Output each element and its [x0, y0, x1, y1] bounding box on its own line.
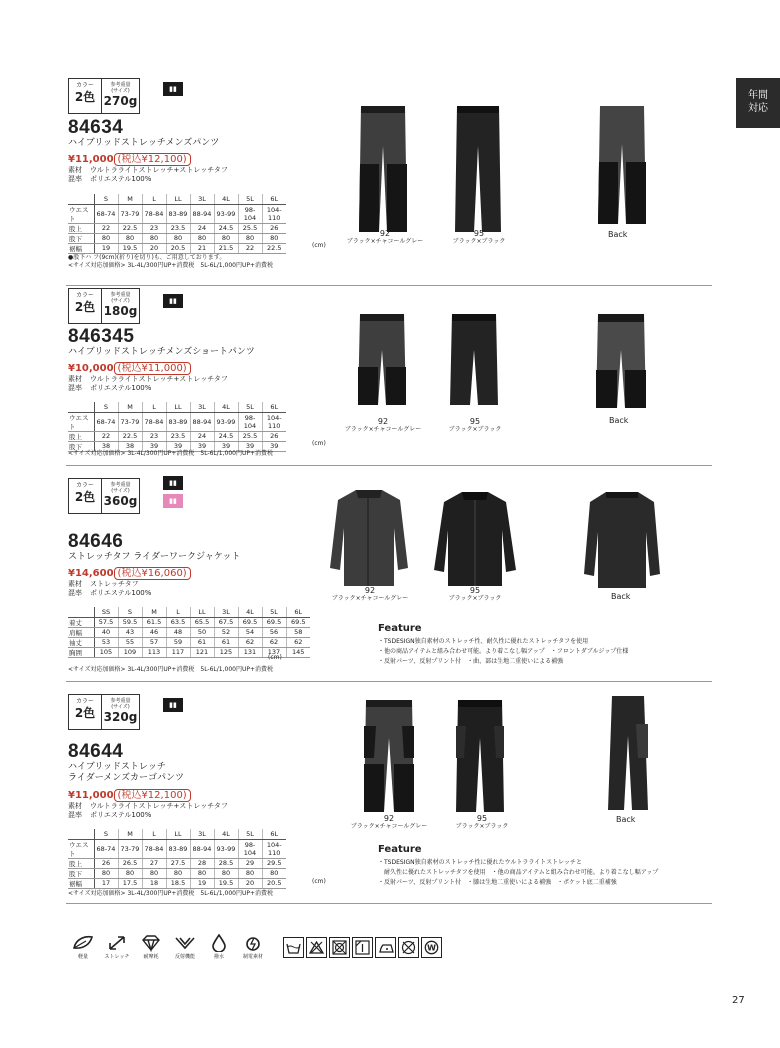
size-cell: 52 [214, 627, 238, 637]
wash-icon [283, 937, 304, 958]
size-header-cell: S [94, 194, 118, 204]
size-row-label: 股下 [68, 441, 94, 451]
size-cell: 58 [286, 627, 310, 637]
size-cell: 39 [142, 441, 166, 451]
variant-caption-95: 95 ブラック×ブラック [448, 586, 502, 602]
size-cell: 83-89 [166, 839, 190, 858]
size-cell: 80 [94, 233, 118, 243]
feature-reflective: 反射機能 [168, 934, 202, 961]
size-cell: 40 [94, 627, 118, 637]
size-cell: 73-79 [118, 204, 142, 223]
diamond-icon [140, 934, 162, 952]
size-cell: 104-110 [262, 204, 286, 223]
no-dryclean-icon [398, 937, 419, 958]
weight-box: 参考重量 (サイズ) 270g [102, 78, 140, 114]
size-header-cell: LL [166, 194, 190, 204]
size-cell: 21 [190, 243, 214, 253]
size-table [68, 607, 310, 658]
size-header-cell: 5L [262, 607, 286, 617]
size-cell: 80 [214, 868, 238, 878]
spec-boxes [68, 694, 140, 730]
size-cell: 26 [262, 223, 286, 233]
size-row [68, 839, 286, 858]
size-row [68, 617, 310, 627]
size-cell: 22 [94, 431, 118, 441]
feature-block: Feature ・TSDESIGN独自素材のストレッチ性に優れたウルトラライトストレッチと 耐久性に優れたストレッチタフを使用 ・他の商品アイテムと組み合わせ可能。より着こなし幅アップ ・反射パーツ、反射プリント付 ・膝は生地二重使いによる補強 ・ポケット底二重補強 [378, 844, 659, 886]
size-cell: 88-94 [190, 412, 214, 431]
size-cell: 23.5 [166, 431, 190, 441]
cargo-side-image [606, 694, 650, 812]
size-cell: 80 [118, 868, 142, 878]
size-cell: 93-99 [214, 204, 238, 223]
size-row [68, 627, 310, 637]
size-row-label: 股下 [68, 233, 94, 243]
product-name: ストレッチタフ ライダーワークジャケット [68, 552, 241, 562]
size-notes: <サイズ対応加価格> 3L-4L/300円UP+消費税 5L-6L/1,000円UP+消費税 [68, 666, 273, 673]
size-header-cell: 5L [238, 194, 262, 204]
product-price: ¥11,000 (税込¥12,100) [68, 150, 191, 165]
size-row [68, 204, 286, 223]
size-cell: 69.5 [262, 617, 286, 627]
shorts-95-image [448, 312, 500, 407]
size-cell: 121 [190, 647, 214, 657]
size-cell: 39 [166, 441, 190, 451]
size-table [68, 402, 286, 452]
size-cell: 62 [238, 637, 262, 647]
spec-boxes [68, 288, 140, 324]
size-row [68, 637, 310, 647]
ladies-badge: ▮▮ [163, 494, 183, 508]
size-cell: 93-99 [214, 412, 238, 431]
size-cell: 61 [190, 637, 214, 647]
size-cell: 24.5 [214, 431, 238, 441]
weight-box: 参考重量 (サイズ) 360g [102, 478, 140, 514]
size-row [68, 233, 286, 243]
product-price: ¥11,000 (税込¥12,100) [68, 786, 191, 801]
size-cell: 80 [190, 233, 214, 243]
color-box: カラー 2色 [68, 478, 102, 514]
spec-boxes [68, 78, 140, 114]
size-cell: 57 [142, 637, 166, 647]
size-cell: 27 [142, 858, 166, 868]
size-header-cell: 4L [214, 194, 238, 204]
size-row [68, 431, 286, 441]
size-cell: 24 [190, 431, 214, 441]
size-cell: 80 [238, 868, 262, 878]
size-cell: 80 [166, 233, 190, 243]
size-cell: 137 [262, 647, 286, 657]
size-cell: 39 [262, 441, 286, 451]
size-cell: 22 [238, 243, 262, 253]
size-cell: 80 [142, 868, 166, 878]
size-header-cell: LL [190, 607, 214, 617]
stretch-icon [106, 934, 128, 952]
size-cell: 63.5 [166, 617, 190, 627]
size-header-cell: 6L [262, 402, 286, 412]
pants-back-image [596, 104, 648, 226]
size-cell: 104-110 [262, 839, 286, 858]
size-header-cell: L [166, 607, 190, 617]
size-header-cell: SS [94, 607, 118, 617]
feature-water-repellent: 撥水 [202, 934, 236, 961]
size-header-cell: 6L [262, 194, 286, 204]
size-cell: 59 [166, 637, 190, 647]
tumble-dry-icon [329, 937, 350, 958]
size-cell: 29.5 [262, 858, 286, 868]
product-code: 846345 [68, 326, 135, 347]
feature-abrasion: 耐摩耗 [134, 934, 168, 961]
size-cell: 54 [238, 627, 262, 637]
size-cell: 80 [214, 233, 238, 243]
size-header-cell: 6L [262, 829, 286, 839]
product-code: 84634 [68, 117, 124, 138]
size-row-label: 着丈 [68, 617, 94, 627]
size-cell: 53 [94, 637, 118, 647]
size-cell: 80 [262, 868, 286, 878]
size-cell: 55 [118, 637, 142, 647]
antistatic-icon [242, 934, 264, 952]
size-cell: 80 [166, 868, 190, 878]
size-cell: 98-104 [238, 204, 262, 223]
cargo-95-image [454, 698, 506, 814]
size-header-cell: L [142, 829, 166, 839]
size-header-cell: 5L [238, 402, 262, 412]
variant-caption-92: 92 ブラック×チャコールグレー [344, 417, 422, 433]
size-cell: 80 [94, 868, 118, 878]
size-cell: 19 [190, 878, 214, 888]
size-header-cell: L [142, 402, 166, 412]
spec-boxes [68, 478, 140, 514]
size-cell: 113 [142, 647, 166, 657]
cargo-92-image [362, 698, 416, 814]
size-cell: 104-110 [262, 412, 286, 431]
size-row-label: 股上 [68, 431, 94, 441]
pants-92-image [357, 104, 409, 234]
size-table [68, 194, 286, 254]
size-cell: 80 [118, 233, 142, 243]
size-cell: 39 [238, 441, 262, 451]
size-cell: 88-94 [190, 204, 214, 223]
leaf-icon [72, 934, 94, 952]
size-cell: 24.5 [214, 223, 238, 233]
size-cell: 68-74 [94, 839, 118, 858]
size-header-cell: S [118, 607, 142, 617]
variant-caption-95: 95 ブラック×ブラック [455, 814, 509, 830]
size-row-label: ウエスト [68, 839, 94, 858]
size-cell: 17.5 [118, 878, 142, 888]
size-cell: 20 [142, 243, 166, 253]
product-code: 84646 [68, 531, 124, 552]
function-icons [66, 934, 270, 961]
product-price: ¥10,000 (税込¥11,000) [68, 359, 191, 374]
size-cell: 23.5 [166, 223, 190, 233]
size-cell: 18.5 [166, 878, 190, 888]
size-cell: 145 [286, 647, 310, 657]
iron-icon [375, 937, 396, 958]
material-info: 素材 ストレッチタフ 混率 ポリエステル100% [68, 580, 152, 597]
size-cell: 28 [190, 858, 214, 868]
size-row-label: 裾幅 [68, 243, 94, 253]
size-cell: 22.5 [118, 223, 142, 233]
reflect-icon [174, 934, 196, 952]
size-cell: 43 [118, 627, 142, 637]
size-header-row [68, 607, 310, 617]
size-cell: 23 [142, 223, 166, 233]
size-header-cell: LL [166, 829, 190, 839]
weight-box: 参考重量 (サイズ) 320g [102, 694, 140, 730]
size-cell: 28.5 [214, 858, 238, 868]
size-header-cell: 3L [190, 402, 214, 412]
size-cell: 18 [142, 878, 166, 888]
product-price: ¥14,600 (税込¥16,060) [68, 564, 191, 579]
svg-text:W: W [427, 943, 436, 953]
size-header-cell: S [94, 402, 118, 412]
size-cell: 20.5 [166, 243, 190, 253]
size-header-cell: M [118, 829, 142, 839]
size-cell: 98-104 [238, 839, 262, 858]
size-row-label: 肩幅 [68, 627, 94, 637]
size-cell: 19.5 [118, 243, 142, 253]
jacket-95-image [432, 490, 518, 588]
size-cell: 22.5 [262, 243, 286, 253]
variant-caption-95: 95 ブラック×ブラック [448, 417, 502, 433]
size-cell: 78-84 [142, 412, 166, 431]
size-cell: 17 [94, 878, 118, 888]
size-row [68, 868, 286, 878]
product-code: 84644 [68, 741, 124, 762]
size-row [68, 878, 286, 888]
size-header-cell: 3L [214, 607, 238, 617]
size-header-cell: 4L [214, 829, 238, 839]
size-cell: 69.5 [238, 617, 262, 627]
color-box: カラー 2色 [68, 694, 102, 730]
size-header-row [68, 829, 286, 839]
size-notes: ●股下ハ フ(9cm)(折り)を切り)も、ご用意しております。 <サイズ対応加価格> 3L-4L/300円UP+消費税 5L-6L/1,000円UP+消費税 [68, 254, 273, 269]
page-number: 27 [732, 995, 745, 1006]
size-cell: 73-79 [118, 412, 142, 431]
size-row [68, 243, 286, 253]
jacket-back-image [582, 490, 662, 590]
size-cell: 24 [190, 223, 214, 233]
size-cell: 59.5 [118, 617, 142, 627]
size-cell: 80 [238, 233, 262, 243]
size-cell: 22.5 [118, 431, 142, 441]
size-cell: 117 [166, 647, 190, 657]
size-cell: 25.5 [238, 431, 262, 441]
size-cell: 50 [190, 627, 214, 637]
size-header-cell: S [94, 829, 118, 839]
size-cell: 19 [94, 243, 118, 253]
size-header-row [68, 402, 286, 412]
size-row-label: ウエスト [68, 412, 94, 431]
line-dry-icon [352, 937, 373, 958]
size-cell: 98-104 [238, 412, 262, 431]
size-row-label: 股上 [68, 223, 94, 233]
size-cell: 57.5 [94, 617, 118, 627]
size-cell: 23 [142, 431, 166, 441]
product-name: ハイブリッドストレッチメンズパンツ [68, 138, 220, 148]
product-name: ハイブリッドストレッチ ライダーメンズカーゴパンツ [68, 762, 185, 783]
brand-badge: ▮▮ [163, 294, 183, 308]
size-cell: 38 [118, 441, 142, 451]
shorts-92-image [356, 312, 408, 407]
size-cell: 68-74 [94, 204, 118, 223]
size-cell: 80 [262, 233, 286, 243]
size-cell: 21.5 [214, 243, 238, 253]
size-notes: <サイズ対応加価格> 3L-4L/300円UP+消費税 5L-6L/1,000円UP+消費税 [68, 450, 273, 457]
size-row [68, 858, 286, 868]
size-header-cell: 4L [238, 607, 262, 617]
size-cell: 29 [238, 858, 262, 868]
size-cell: 20 [238, 878, 262, 888]
size-cell: 67.5 [214, 617, 238, 627]
wet-clean-icon [421, 937, 442, 958]
size-cell: 61 [214, 637, 238, 647]
material-info: 素材 ウルトラライトストレッチ+ストレッチタフ 混率 ポリエステル100% [68, 166, 228, 183]
size-cell: 68-74 [94, 412, 118, 431]
size-row-label: 裾幅 [68, 878, 94, 888]
color-box: カラー 2色 [68, 288, 102, 324]
variant-caption-92: 92 ブラック×チャコールグレー [331, 586, 409, 602]
size-cell: 62 [286, 637, 310, 647]
product-name: ハイブリッドストレッチメンズショートパンツ [68, 347, 255, 357]
brand-badge: ▮▮ [163, 82, 183, 96]
size-cell: 83-89 [166, 204, 190, 223]
brand-badge: ▮▮ [163, 698, 183, 712]
size-cell: 19.5 [214, 878, 238, 888]
material-info: 素材 ウルトラライトストレッチ+ストレッチタフ 混率 ポリエステル100% [68, 802, 228, 819]
year-round-tab: 年間 対応 [736, 78, 780, 128]
feature-block: Feature ・TSDESIGN独自素材のストレッチ性、耐久性に優れたストレッチタフを使用 ・他の商品アイテムと組み合わせ可能。より着こなし幅アップ ・フロントダブルジップ仕様 ・反射パーツ、反射プリント付 ・曲、部は生地二重使いによる補強 [378, 623, 629, 665]
size-row-label: ウエスト [68, 204, 94, 223]
size-header-cell: 4L [214, 402, 238, 412]
weight-box: 参考重量 (サイズ) 180g [102, 288, 140, 324]
size-cell: 56 [262, 627, 286, 637]
variant-caption-92: 92 ブラック×チャコールグレー [350, 814, 428, 830]
size-cell: 65.5 [190, 617, 214, 627]
size-row-label: 胸囲 [68, 647, 94, 657]
brand-badge: ▮▮ [163, 476, 183, 490]
size-row [68, 223, 286, 233]
size-cell: 26.5 [118, 858, 142, 868]
size-header-cell: M [142, 607, 166, 617]
no-bleach-icon [306, 937, 327, 958]
size-cell: 39 [214, 441, 238, 451]
size-header-cell: 5L [238, 829, 262, 839]
feature-lightweight: 軽量 [66, 934, 100, 961]
size-cell: 73-79 [118, 839, 142, 858]
size-cell: 48 [166, 627, 190, 637]
feature-antistatic: 制電素材 [236, 934, 270, 961]
size-header-row [68, 194, 286, 204]
size-header-cell: M [118, 402, 142, 412]
size-table [68, 829, 286, 889]
size-cell: 80 [142, 233, 166, 243]
shorts-back-image [594, 312, 648, 410]
drop-icon [208, 934, 230, 952]
size-cell: 83-89 [166, 412, 190, 431]
size-cell: 22 [94, 223, 118, 233]
size-cell: 38 [94, 441, 118, 451]
size-cell: 93-99 [214, 839, 238, 858]
feature-stretch: ストレッチ [100, 934, 134, 961]
size-cell: 131 [238, 647, 262, 657]
size-cell: 62 [262, 637, 286, 647]
size-row-label: 股上 [68, 858, 94, 868]
size-header-cell: L [142, 194, 166, 204]
size-cell: 105 [94, 647, 118, 657]
care-labels [283, 937, 444, 958]
size-cell: 39 [190, 441, 214, 451]
size-cell: 88-94 [190, 839, 214, 858]
size-cell: 61.5 [142, 617, 166, 627]
variant-caption-92: 92 ブラック×チャコールグレー [346, 229, 424, 245]
size-cell: 20.5 [262, 878, 286, 888]
size-cell: 80 [190, 868, 214, 878]
jacket-92-image [328, 488, 410, 588]
size-cell: 27.5 [166, 858, 190, 868]
size-row-label: 股下 [68, 868, 94, 878]
size-cell: 25.5 [238, 223, 262, 233]
size-cell: 69.5 [286, 617, 310, 627]
size-cell: 26 [262, 431, 286, 441]
size-header-cell: 3L [190, 829, 214, 839]
size-cell: 78-84 [142, 204, 166, 223]
variant-caption-95: 95 ブラック×ブラック [452, 229, 506, 245]
color-box: カラー 2色 [68, 78, 102, 114]
material-info: 素材 ウルトラライトストレッチ+ストレッチタフ 混率 ポリエステル100% [68, 375, 228, 392]
pants-95-image [453, 104, 503, 234]
size-cell: 109 [118, 647, 142, 657]
size-header-cell: 6L [286, 607, 310, 617]
size-cell: 46 [142, 627, 166, 637]
size-header-cell: LL [166, 402, 190, 412]
size-row [68, 412, 286, 431]
size-cell: 78-84 [142, 839, 166, 858]
size-cell: 125 [214, 647, 238, 657]
size-notes: <サイズ対応加価格> 3L-4L/300円UP+消費税 5L-6L/1,000円UP+消費税 [68, 890, 273, 897]
size-header-cell: 3L [190, 194, 214, 204]
size-row-label: 袖丈 [68, 637, 94, 647]
size-header-cell: M [118, 194, 142, 204]
size-cell: 26 [94, 858, 118, 868]
